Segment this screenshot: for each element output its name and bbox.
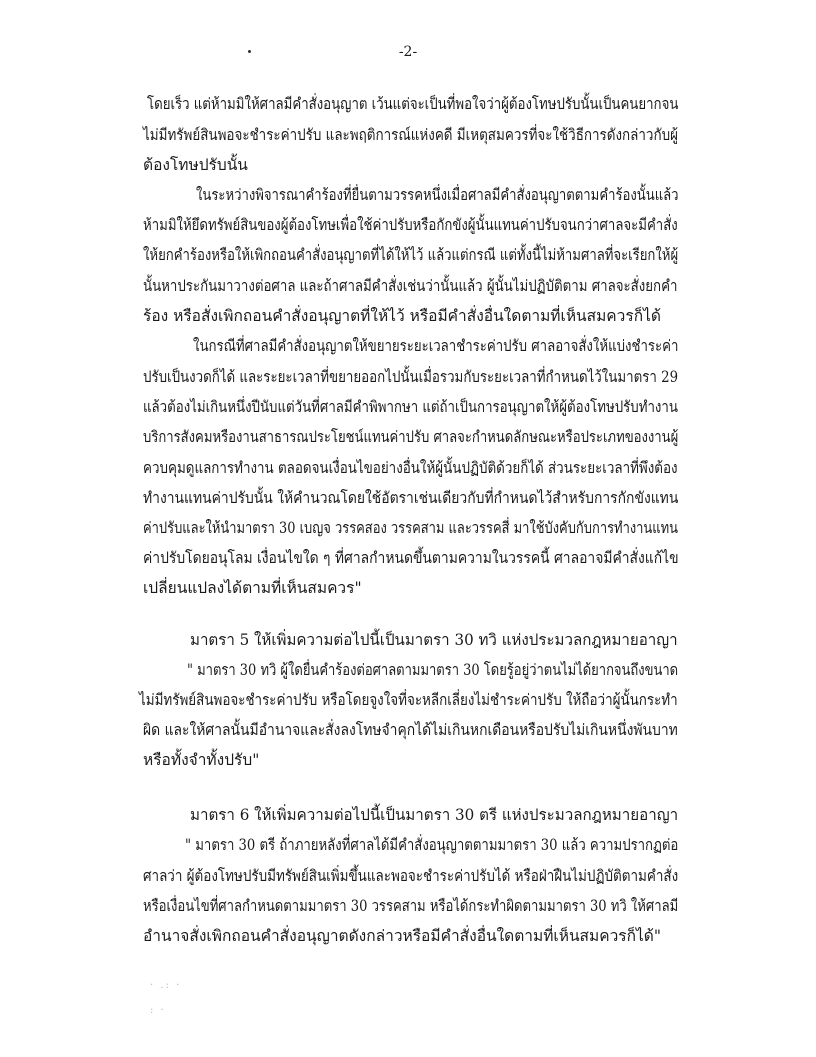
section-heading: มาตรา 5 ให้เพิ่มความต่อไปนี้เป็นมาตรา 30 ทวิ แห่งประมวลกฎหมายอาญา: [190, 631, 678, 649]
text-line: ผิด และให้ศาลนั้นมีอำนาจและสั่งลงโทษจำคุกได้ไม่เกินหกเดือนหรือปรับไม่เกินหนึ่งพันบาท: [143, 721, 678, 739]
page-number: -2-: [398, 44, 418, 60]
text-line: ทำงานแทนค่าปรับนั้น ให้คำนวณโดยใช้อัตราเช่นเดียวกับที่กำหนดไว้สำหรับการกักขังแทน: [143, 489, 679, 507]
text-line: ไม่มีทรัพย์สินพอจะชำระค่าปรับ และพฤติการณ์แห่งคดี มีเหตุสมควรที่จะใช้วิธีการดังกล่าวกับผู้: [143, 126, 678, 144]
text-line: ห้ามมิให้ยึดทรัพย์สินของผู้ต้องโทษเพื่อใช้ค่าปรับหรือกักขังผู้นั้นแทนค่าปรับจนกว่าศาลจะมีคำสั่ง: [143, 216, 678, 234]
text-line: ค่าปรับและให้นำมาตรา 30 เบญจ วรรคสอง วรรคสาม และวรรคสี่ มาใช้บังคับกับการทำงานแทน: [143, 519, 679, 537]
text-line: โดยเร็ว แต่ห้ามมิให้ศาลมีคำสั่งอนุญาต เว้นแต่จะเป็นที่พอใจว่าผู้ต้องโทษปรับนั้นเป็นคนยากจน: [147, 95, 679, 113]
text-line: ค่าปรับโดยอนุโลม เงื่อนไขใด ๆ ที่ศาลกำหนดขึ้นตามความในวรรคนี้ ศาลอาจมีคำสั่งแก้ไข: [143, 549, 679, 567]
text-line: หรือทั้งจำทั้งปรับ": [143, 751, 260, 769]
text-line: นั้นหาประกันมาวางต่อศาล และถ้าศาลมีคำสั่งเช่นว่านั้นแล้ว ผู้นั้นไม่ปฏิบัติตาม ศาลจะสั่งยกคำ: [143, 277, 678, 295]
text-line: ให้ยกคำร้องหรือให้เพิกถอนคำสั่งอนุญาตที่ได้ให้ไว้ แล้วแต่กรณี แต่ทั้งนี้ไม่ห้ามศาลที่จะเรียกให้ผู้: [143, 246, 679, 264]
text-line: หรือเงื่อนไขที่ศาลกำหนดตามมาตรา 30 วรรคสาม หรือได้กระทำผิดตามมาตรา 30 ทวิ ให้ศาลมี: [143, 897, 679, 915]
text-line: บริการสังคมหรืองานสาธารณประโยชน์แทนค่าปรับ ศาลจะกำหนดลักษณะหรือประเภทของงานผู้: [143, 428, 679, 446]
text-line: ต้องโทษปรับนั้น: [143, 156, 248, 174]
text-line: ศาลว่า ผู้ต้องโทษปรับมีทรัพย์สินเพิ่มขึ้นและพอจะชำระค่าปรับได้ หรือฝ่าฝืนไม่ปฏิบัติตามคำสั่ง: [143, 867, 679, 885]
text-line: " มาตรา 30 ตรี ถ้าภายหลังที่ศาลได้มีคำสั่งอนุญาตตามมาตรา 30 แล้ว ความปรากฏต่อ: [185, 836, 679, 854]
scan-speck: [248, 50, 251, 53]
text-line: ร้อง หรือสั่งเพิกถอนคำสั่งอนุญาตที่ให้ไว้ หรือมีคำสั่งอื่นใดตามที่เห็นสมควรก็ได้: [143, 307, 661, 325]
text-line: อำนาจสั่งเพิกถอนคำสั่งอนุญาตดังกล่าวหรือมีคำสั่งอื่นใดตามที่เห็นสมควรก็ได้": [143, 927, 661, 945]
text-line: แล้วต้องไม่เกินหนึ่งปีนับแต่วันที่ศาลมีคำพิพากษา แต่ถ้าเป็นการอนุญาตให้ผู้ต้องโทษปรับทำงาน: [143, 398, 678, 416]
text-line: ปรับเป็นงวดก็ได้ และระยะเวลาที่ขยายออกไปนั้นเมื่อรวมกับระยะเวลาที่กำหนดไว้ในมาตรา 29: [143, 368, 679, 386]
text-line: ไม่มีทรัพย์สินพอจะชำระค่าปรับ หรือโดยจูงใจที่จะหลีกเลี่ยงไม่ชำระค่าปรับ ให้ถือว่าผู้นั้นกระทำ: [139, 691, 678, 709]
section-heading: มาตรา 6 ให้เพิ่มความต่อไปนี้เป็นมาตรา 30 ตรี แห่งประมวลกฎหมายอาญา: [190, 806, 679, 824]
text-line: ควบคุมดูแลการทำงาน ตลอดจนเงื่อนไขอย่างอื่นให้ผู้นั้นปฏิบัติด้วยก็ได้ ส่วนระยะเวลาที่พึงต้อง: [143, 459, 678, 477]
text-line: " มาตรา 30 ทวิ ผู้ใดยื่นคำร้องต่อศาลตามมาตรา 30 โดยรู้อยู่ว่าตนไม่ได้ยากจนถึงขนาด: [187, 661, 679, 679]
scan-noise: : ·: [150, 1005, 166, 1016]
scan-noise: · .: ·: [150, 980, 182, 991]
text-line: ในกรณีที่ศาลมีคำสั่งอนุญาตให้ขยายระยะเวลาชำระค่าปรับ ศาลอาจสั่งให้แบ่งชำระค่า: [193, 337, 679, 355]
text-line: ในระหว่างพิจารณาคำร้องที่ยื่นตามวรรคหนึ่งเมื่อศาลมีคำสั่งอนุญาตตามคำร้องนั้นแล้ว: [196, 186, 679, 204]
text-line: เปลี่ยนแปลงได้ตามที่เห็นสมควร": [143, 579, 362, 597]
